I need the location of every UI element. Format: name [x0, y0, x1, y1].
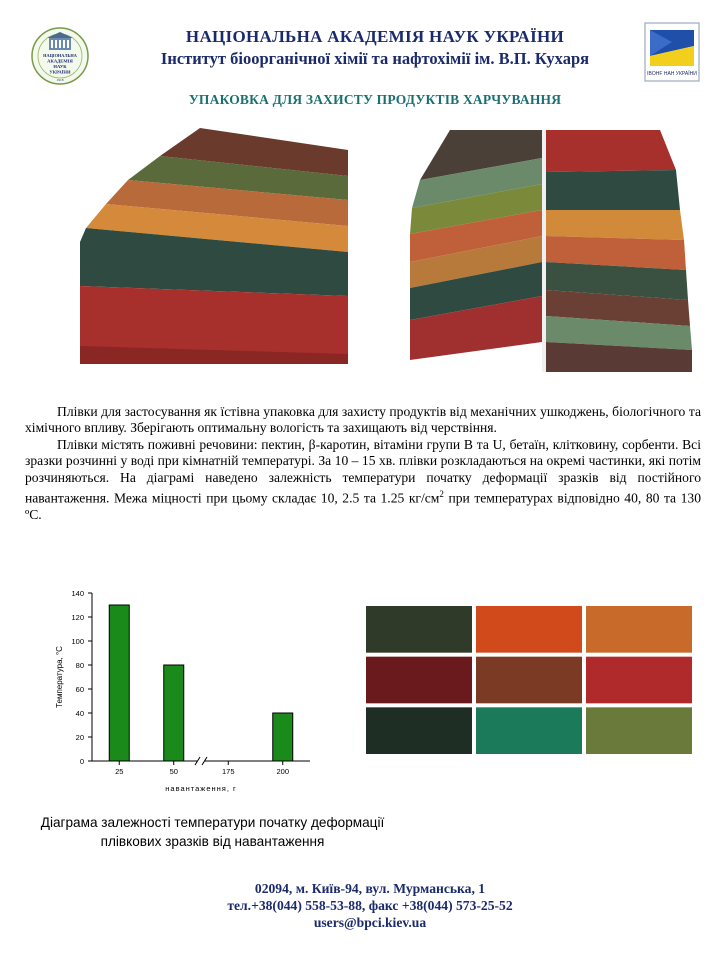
film-swatch — [476, 657, 582, 704]
y-tick-label: 140 — [71, 589, 84, 598]
y-tick-label: 0 — [79, 757, 84, 766]
y-tick-label: 100 — [71, 637, 84, 646]
y-axis-label: Температура, °С — [55, 646, 64, 708]
page-subtitle: УПАКОВКА ДЛЯ ЗАХИСТУ ПРОДУКТІВ ХАРЧУВАННЯ — [188, 92, 562, 107]
film-swatch — [586, 606, 692, 653]
bar-200 — [273, 713, 293, 761]
paragraph-2-text: Плівки містять поживні речовини: пектин, β-каротин, вітаміни групи В та U, бетаїн, клітковину, сорбенти. Всі зразки розчинні у воді при кімнатній температурі. За 10 – 15 хв. плівки розкладаються на окремі частинки, які потім розчиняються. На діаграмі наведено залежність температури початку деформації зразків від постійного навантаження. Межа міцності при цьому складає 10, 2.5 та 1.25 кг/см — [25, 436, 701, 506]
y-tick-label: 40 — [75, 709, 84, 718]
email: users@bpci.kiev.ua — [313, 915, 427, 930]
bar-50 — [164, 665, 184, 761]
film-swatch — [476, 606, 582, 653]
phone-fax: тел.+38(044) 558-53-88, факс +38(044) 573-25-52 — [227, 898, 513, 913]
svg-text:УКРАЇНИ: УКРАЇНИ — [49, 69, 71, 75]
film-swatch — [586, 707, 692, 754]
paragraph-2-end: при температурах відповідно 40, 80 та 130 ºС. — [25, 490, 701, 522]
film-swatch — [366, 606, 472, 653]
y-tick-label: 120 — [71, 613, 84, 622]
x-tick-label: 175 — [221, 767, 235, 776]
contacts-footer — [140, 880, 600, 931]
svg-text:1918: 1918 — [56, 78, 64, 82]
svg-text:АКАДЕМІЯ: АКАДЕМІЯ — [47, 58, 73, 64]
film-swatch — [366, 707, 472, 754]
institute-logo — [644, 22, 700, 82]
film-swatch — [476, 707, 582, 754]
address: 02094, м. Київ-94, вул. Мурманська, 1 — [254, 881, 486, 896]
x-tick-label: 200 — [276, 767, 290, 776]
y-tick-label: 20 — [75, 733, 84, 742]
description-text — [25, 404, 701, 523]
axis-break-gap — [197, 757, 205, 765]
film-swatch — [366, 657, 472, 704]
academy-logo — [30, 24, 90, 88]
chart-caption: Діаграма залежності температури початку деформації плівкових зразків від навантаження — [40, 815, 385, 849]
temperature-chart — [40, 585, 340, 800]
institute-title: Інститут біоорганічної хімії та нафтохімії ім. В.П. Кухаря — [160, 49, 590, 68]
film-swatches-photo — [366, 606, 692, 754]
x-tick-label: 50 — [169, 767, 178, 776]
x-axis-label: навантаження, г — [165, 784, 237, 793]
paragraph-1: Плівки для застосування як їстівна упаковка для захисту продуктів від механічних ушкоджень, біологічного та хімічного впливу. Зберігають оптимальну вологість та захищають від черствіння. — [25, 404, 701, 436]
academy-title: НАЦІОНАЛЬНА АКАДЕМІЯ НАУК УКРАЇНИ — [185, 27, 565, 46]
film-strips-photo-right — [410, 130, 692, 372]
paragraph-2-sup: 2 — [439, 489, 444, 500]
paragraph-2 — [25, 437, 701, 524]
y-tick-label: 60 — [75, 685, 84, 694]
x-tick-label: 25 — [115, 767, 124, 776]
film-strips-photo-left — [80, 128, 348, 364]
svg-text:НАУК: НАУК — [53, 64, 67, 69]
header-titles — [110, 26, 640, 70]
film-swatch — [586, 657, 692, 704]
bar-25 — [109, 605, 129, 761]
y-tick-label: 80 — [75, 661, 84, 670]
svg-text:НАЦІОНАЛЬНА: НАЦІОНАЛЬНА — [43, 53, 77, 58]
svg-text:IBOHF HAH УКРАЇНИ: IBOHF HAH УКРАЇНИ — [647, 71, 697, 77]
